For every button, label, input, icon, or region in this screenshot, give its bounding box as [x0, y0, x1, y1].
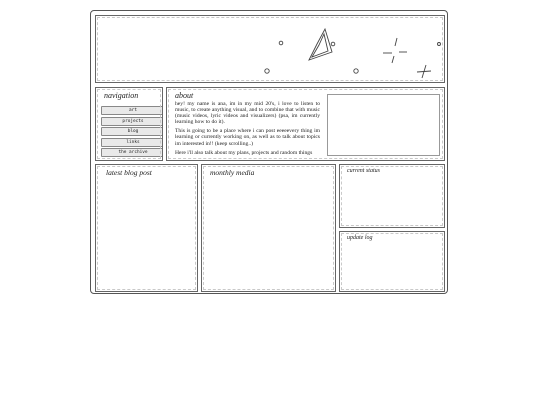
latest-blog-post-panel: [95, 164, 198, 292]
dot-icon: [438, 43, 441, 46]
monthly-media-title: monthly media: [210, 168, 255, 177]
dot-icon: [279, 41, 283, 45]
nav-button-the-archive[interactable]: the archive: [101, 148, 163, 157]
monthly-media-panel: [201, 164, 336, 292]
nav-button-links[interactable]: links: [101, 138, 163, 147]
update-log-title: update log: [347, 235, 373, 241]
header-decoration: [96, 16, 446, 84]
dot-icon: [354, 69, 358, 73]
about-paragraph: hey! my name is ana, im in my mid 20's, i love to listen to music, to create anything visual, and to combine that with music (music videos, lyric videos and visualizers) (psa, im currently learning how to do it).: [175, 101, 320, 126]
about-image-placeholder: [327, 94, 440, 156]
navigation-panel: [95, 87, 163, 161]
about-paragraph: Here i'll also talk about my plans, projects and random things: [175, 149, 313, 156]
nav-button-projects[interactable]: projects: [101, 117, 163, 126]
current-status-panel: [339, 164, 445, 228]
current-status-title: current status: [347, 168, 380, 174]
sparkle-cross-icon: [383, 38, 407, 63]
navigation-list: [101, 106, 163, 159]
about-panel[interactable]: [166, 87, 445, 161]
header-banner: [95, 15, 445, 83]
dot-icon: [265, 69, 269, 73]
plus-icon: [417, 65, 431, 78]
about-title: about: [175, 91, 194, 100]
about-text: [175, 101, 320, 159]
latest-blog-post-title: latest blog post: [106, 168, 152, 177]
navigation-title: navigation: [104, 91, 139, 100]
nav-button-blog[interactable]: blog: [101, 127, 163, 136]
page-frame: [90, 10, 448, 294]
diamond-star-icon: [309, 29, 332, 60]
nav-button-art[interactable]: art: [101, 106, 163, 115]
update-log-panel: [339, 231, 445, 292]
dot-icon: [331, 42, 335, 46]
about-paragraph: This is going to be a place where i can post eeeeevery thing im learning or currently working on, as well as to talk about topics im interested in!! (keep scrolling..): [175, 128, 320, 147]
